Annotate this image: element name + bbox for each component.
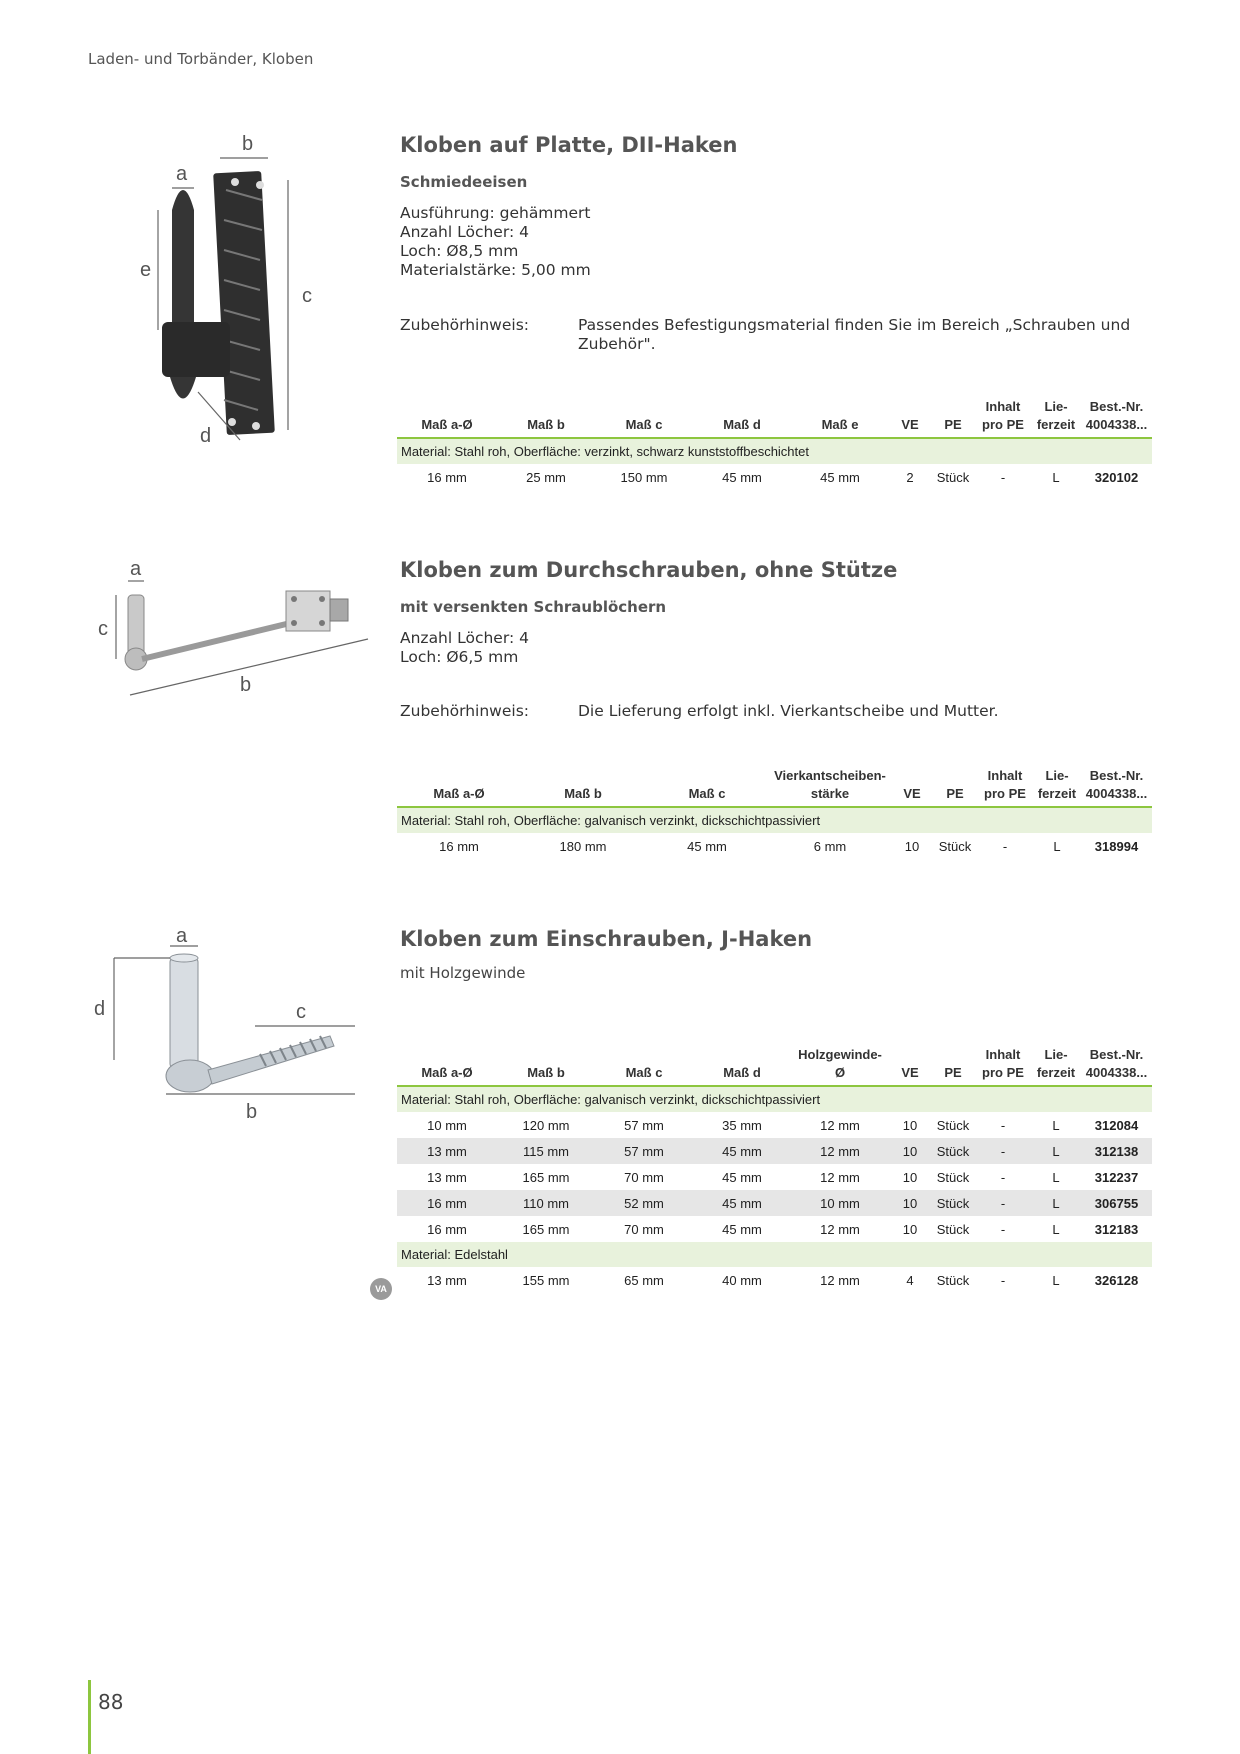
product-title: Kloben auf Platte, DII-Haken [400,133,738,157]
col-header: Maß c [595,1044,693,1086]
col-header: Best.-Nr. 4004338... [1081,765,1152,807]
dim-label-a: a [176,928,188,947]
cell: 65 mm [624,1272,664,1288]
order-number: 318994 [1094,838,1139,854]
cell: - [1000,469,1006,485]
col-header: Maß a-Ø [397,765,521,807]
cell: 6 mm [813,838,847,854]
col-header: Maß c [595,396,693,438]
cell: 57 mm [624,1117,664,1133]
col-header: Best.-Nr. 4004338... [1081,396,1152,438]
cell: 2 [906,469,914,485]
cell: 120 mm [522,1117,570,1133]
col-header: Maß a-Ø [397,396,497,438]
col-header: VE [891,765,933,807]
product-image-kloben-einschrauben [90,928,380,1128]
cell: 12 mm [820,1272,860,1288]
dim-label-e: e [140,259,152,281]
cell: Stück [931,1138,975,1164]
cell: 16 mm [427,1221,467,1237]
accessory-text: Die Lieferung erfolgt inkl. Vierkantscheibe und Mutter. [578,702,999,720]
page-accent-bar [88,1680,91,1754]
cell: 10 [904,838,920,854]
cell: 4 [906,1272,914,1288]
cell: 35 mm [722,1117,762,1133]
spec-line: Loch: Ø6,5 mm [400,648,519,666]
col-header: PE [931,396,975,438]
cell: - [1000,1221,1006,1237]
col-header: PE [933,765,977,807]
cell: - [1000,1272,1006,1288]
cell: L [1031,1138,1081,1164]
cell: 16 mm [397,1190,497,1216]
cell: 16 mm [439,838,479,854]
cell: L [1053,838,1061,854]
col-header: VE [889,396,931,438]
table-row [397,1190,1152,1216]
material-row: Material: Stahl roh, Oberfläche: galvanisch verzinkt, dickschichtpassiviert [397,1086,1152,1112]
cell: L [1031,1190,1081,1216]
order-number: 312237 [1094,1169,1139,1185]
product-table [397,765,1152,859]
cell: 45 mm [820,469,860,485]
cell: 12 mm [820,1117,860,1133]
col-header: Lie- ferzeit [1031,396,1081,438]
spec-line: Anzahl Löcher: 4 [400,629,529,647]
cell: 10 mm [427,1117,467,1133]
cell: L [1052,1117,1060,1133]
table-row [397,1112,1152,1138]
spec-line: Loch: Ø8,5 mm [400,242,519,260]
dim-label-c: c [296,1001,306,1023]
cell: 150 mm [620,469,668,485]
col-header: Inhalt pro PE [975,1044,1031,1086]
product-subtitle: mit versenkten Schraublöchern [400,598,667,616]
dim-label-d: d [94,998,106,1020]
cell: 10 [889,1138,931,1164]
cell: 155 mm [522,1272,570,1288]
cell: 10 [902,1221,918,1237]
col-header: Maß e [791,396,889,438]
cell: Stück [936,469,970,485]
col-header: Lie- ferzeit [1031,1044,1081,1086]
cell: 12 mm [820,1221,860,1237]
product-table [397,1044,1152,1293]
cell: - [975,1138,1031,1164]
dim-label-c: c [302,285,312,307]
cell: 165 mm [522,1169,570,1185]
cell: 70 mm [624,1221,664,1237]
order-number: 312183 [1094,1221,1139,1237]
table-row [397,1138,1152,1164]
cell: 13 mm [427,1169,467,1185]
order-number: 312138 [1081,1138,1152,1164]
dim-label-a: a [130,558,142,580]
col-header: Vierkantscheiben- stärke [769,765,891,807]
col-header: PE [931,1044,975,1086]
cell: - [1000,1169,1006,1185]
order-number: 306755 [1081,1190,1152,1216]
cell: 45 mm [722,469,762,485]
cell: L [1052,1221,1060,1237]
dim-label-b: b [240,674,252,696]
accessory-label: Zubehörhinweis: [400,702,529,720]
cell: 25 mm [526,469,566,485]
cell: - [975,1190,1031,1216]
cell: L [1052,1272,1060,1288]
cell: - [1002,838,1008,854]
cell: Stück [936,1169,970,1185]
col-header: Maß d [693,396,791,438]
cell: 70 mm [624,1169,664,1185]
col-header: Maß b [521,765,645,807]
col-header: Maß c [645,765,769,807]
cell: 45 mm [687,838,727,854]
col-header: Holzgewinde- Ø [791,1044,889,1086]
cell: 57 mm [595,1138,693,1164]
cell: 10 mm [791,1190,889,1216]
cell: Stück [936,1117,970,1133]
table-row [397,1267,1152,1293]
col-header: Maß b [497,396,595,438]
cell: 13 mm [397,1138,497,1164]
cell: 10 [902,1169,918,1185]
cell: 165 mm [522,1221,570,1237]
product-title: Kloben zum Durchschrauben, ohne Stütze [400,558,898,582]
cell: 45 mm [722,1221,762,1237]
cell: 45 mm [693,1190,791,1216]
dim-label-b: b [246,1101,258,1123]
spec-line: Ausführung: gehämmert [400,204,591,222]
page-number: 88 [98,1690,124,1714]
running-header: Laden- und Torbänder, Kloben [88,50,314,68]
cell: 40 mm [722,1272,762,1288]
cell: 12 mm [820,1169,860,1185]
product-image-kloben-auf-platte [90,130,380,455]
col-header: Inhalt pro PE [977,765,1033,807]
dim-label-a: a [176,163,188,185]
col-header: Best.-Nr. 4004338... [1081,1044,1152,1086]
product-image-kloben-durchschrauben [90,555,380,715]
accessory-text: Passendes Befestigungsmaterial finden Sie im Bereich „Schrauben und Zubehör". [578,316,1131,353]
dim-label-d: d [200,425,212,447]
table-row [397,1164,1152,1190]
table-row [397,464,1152,490]
cell: Stück [936,1272,970,1288]
cell: 45 mm [693,1138,791,1164]
accessory-label: Zubehörhinweis: [400,316,529,334]
cell: - [1000,1117,1006,1133]
cell: L [1052,1169,1060,1185]
order-number: 312084 [1094,1117,1139,1133]
material-row: Material: Stahl roh, Oberfläche: galvanisch verzinkt, dickschichtpassiviert [397,807,1152,833]
col-header: Inhalt pro PE [975,396,1031,438]
order-number: 326128 [1094,1272,1139,1288]
product-subtitle: mit Holzgewinde [400,964,526,982]
cell: 180 mm [559,838,607,854]
cell: 52 mm [595,1190,693,1216]
cell: Stück [931,1190,975,1216]
col-header: Maß d [693,1044,791,1086]
product-subtitle: Schmiedeeisen [400,173,528,191]
cell: 10 [902,1117,918,1133]
cell: L [1052,469,1060,485]
col-header: Lie- ferzeit [1033,765,1081,807]
material-row: Material: Stahl roh, Oberfläche: verzinkt, schwarz kunststoffbeschichtet [397,438,1152,464]
table-row [397,833,1152,859]
dim-label-b: b [242,133,254,155]
cell: 115 mm [497,1138,595,1164]
product-table [397,396,1152,490]
cell: 10 [889,1190,931,1216]
cell: Stück [936,1221,970,1237]
spec-line: Materialstärke: 5,00 mm [400,261,591,279]
cell: 45 mm [722,1169,762,1185]
cell: 12 mm [791,1138,889,1164]
cell: Stück [938,838,972,854]
material-row: Material: Edelstahl [397,1242,1152,1267]
cell: 110 mm [497,1190,595,1216]
order-number: 320102 [1094,469,1139,485]
cell: 13 mm [427,1272,467,1288]
spec-line: Anzahl Löcher: 4 [400,223,529,241]
col-header: Maß b [497,1044,595,1086]
product-title: Kloben zum Einschrauben, J-Haken [400,927,813,951]
col-header: VE [889,1044,931,1086]
va-badge-icon: VA [370,1278,392,1300]
table-row [397,1216,1152,1242]
col-header: Maß a-Ø [397,1044,497,1086]
cell: 16 mm [427,469,467,485]
dim-label-c: c [98,618,108,640]
